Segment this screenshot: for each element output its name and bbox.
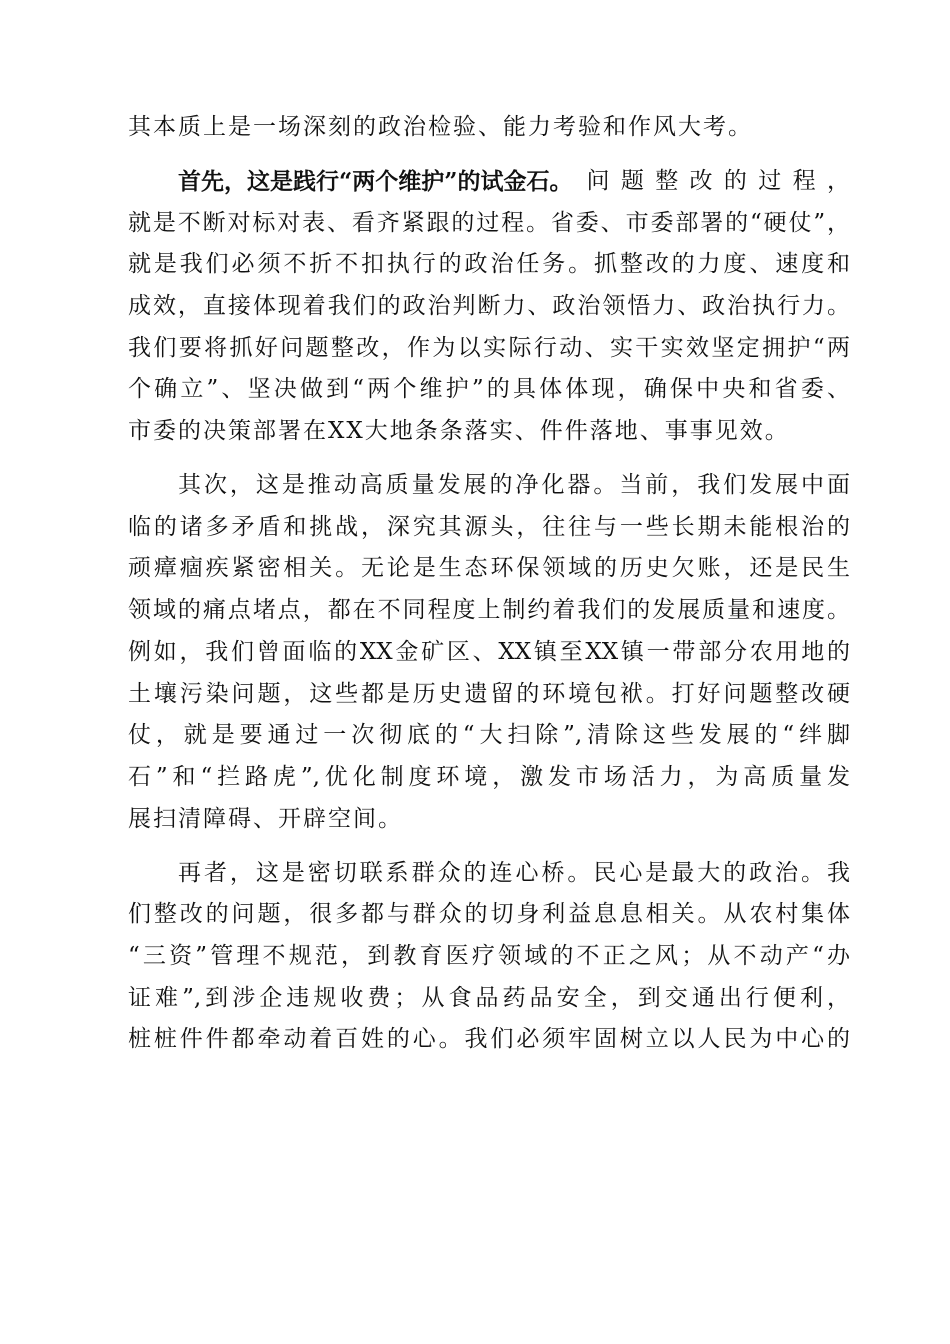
text-segment: 问题整改的过程， — [586, 167, 850, 194]
text-line: 们整改的问题，很多都与群众的切身利益息息相关。从农村集体 — [128, 901, 850, 928]
text-line — [128, 161, 850, 203]
text-line: 就是我们必须不折不扣执行的政治任务。抓整改的力度、速度和 — [128, 251, 850, 278]
text-line: 个确立”、坚决做到“两个维护”的具体体现，确保中央和省委、 — [128, 376, 850, 403]
text-line: 再者，这是密切联系群众的连心桥。民心是最大的政治。我 — [178, 859, 850, 886]
paragraph-first — [128, 161, 850, 453]
paragraph-second — [128, 465, 850, 840]
text-line: 顽瘴痼疾紧密相关。无论是生态环保领域的历史欠账，还是民生 — [128, 555, 850, 582]
text-line: 领域的痛点堵点，都在不同程度上制约着我们的发展质量和速度。 — [128, 597, 850, 624]
text-line: 就是不断对标对表、看齐紧跟的过程。省委、市委部署的“硬仗”， — [128, 209, 850, 236]
text-line: 成效，直接体现着我们的政治判断力、政治领悟力、政治执行力。 — [128, 293, 850, 320]
text-line: 其本质上是一场深刻的政治检验、能力考验和作风大考。 — [128, 114, 753, 140]
text-line: 我们要将抓好问题整改，作为以实际行动、实干实效坚定拥护“两 — [128, 334, 850, 361]
text-line: “三资”管理不规范，到教育医疗领域的不正之风；从不动产“办 — [128, 942, 850, 969]
text-line: 临的诸多矛盾和挑战，深究其源头，往往与一些长期未能根治的 — [128, 513, 850, 540]
text-line: 证难”,到涉企违规收费；从食品药品安全，到交通出行便利， — [128, 984, 850, 1011]
text-line: 土壤污染问题，这些都是历史遗留的环境包袱。打好问题整改硬 — [128, 680, 850, 707]
text-line: 桩桩件件都牵动着百姓的心。我们必须牢固树立以人民为中心的 — [128, 1026, 850, 1053]
text-line: 石”和“拦路虎”,优化制度环境，激发市场活力，为高质量发 — [128, 763, 850, 790]
paragraph-intro-end — [128, 107, 850, 149]
text-line: 市委的决策部署在XX大地条条落实、件件落地、事事见效。 — [128, 418, 790, 445]
document-page — [128, 107, 850, 1061]
text-line: 例如，我们曾面临的XX金矿区、XX镇至XX镇一带部分农用地的 — [128, 638, 850, 665]
paragraph-heading: 首先，这是践行“两个维护”的试金石。 — [178, 167, 573, 195]
text-line: 其次，这是推动高质量发展的净化器。当前，我们发展中面 — [178, 472, 850, 499]
paragraph-third — [128, 853, 850, 1061]
text-line: 展扫清障碍、开辟空间。 — [128, 805, 403, 832]
text-line: 仗，就是要通过一次彻底的“大扫除”,清除这些发展的“绊脚 — [128, 722, 850, 749]
